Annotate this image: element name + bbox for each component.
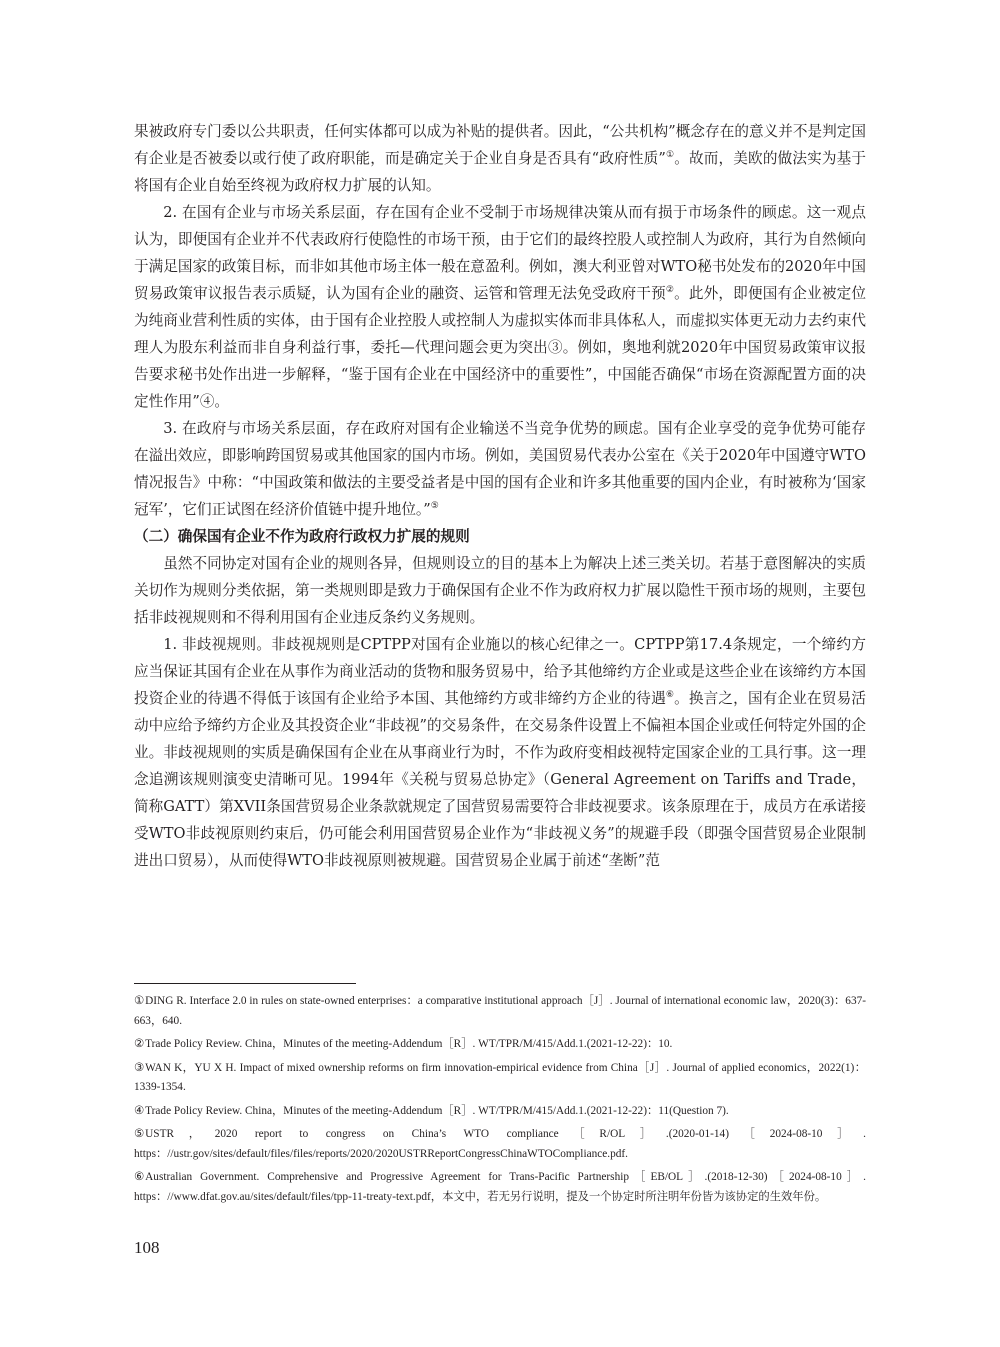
footnote-3: ③WAN K，YU X H. Impact of mixed ownership reforms on firm innovation-empirical evidence from China［J］. Journal of applied economics，2022(1)：1339-1354. xyxy=(134,1059,866,1098)
footnote-divider xyxy=(134,983,356,984)
footnote-mark: ③ xyxy=(134,1061,145,1074)
footnote-2: ②Trade Policy Review. China，Minutes of the meeting-Addendum［R］. WT/TPR/M/415/Add.1.(2021-12-22)：10. xyxy=(134,1035,866,1055)
footnote-1: ①DING R. Interface 2.0 in rules on state-owned enterprises：a comparative institutional approach［J］. Journal of international economic law，2020(3)：637-663，640. xyxy=(134,992,866,1031)
footnote-mark: ④ xyxy=(134,1104,145,1117)
footnote-ref[interactable]: ① xyxy=(665,150,675,160)
footnote-ref[interactable]: ⑤ xyxy=(430,501,439,511)
footnote-mark: ⑥ xyxy=(134,1171,145,1183)
footnote-4: ④Trade Policy Review. China，Minutes of the meeting-Addendum［R］. WT/TPR/M/415/Add.1.(2021-12-22)：11(Question 7). xyxy=(134,1102,866,1122)
section-heading: （二）确保国有企业不作为政府行政权力扩展的规则 xyxy=(134,528,470,545)
page-number: 108 xyxy=(134,1238,160,1257)
paragraph-government-market: 3. 在政府与市场关系层面，存在政府对国有企业输送不当竞争优势的顾虑。国有企业享受的竞争优势可能存在溢出效应，即影响跨国贸易或其他国家的国内市场。例如，美国贸易代表办公室在《关于2020年中国遵守WTO情况报告》中称：“中国政策和做法的主要受益者是中国的国有企业和许多其他重要的国内企业，有时被称为‘国家冠军’，它们正试图在经济价值链中提升地位。”⑤ xyxy=(134,420,866,518)
main-text xyxy=(134,118,866,874)
footnote-mark: ⑤ xyxy=(134,1128,145,1140)
footnotes xyxy=(134,992,866,1211)
footnote-mark: ② xyxy=(134,1038,145,1050)
paragraph-non-discrimination: 1. 非歧视规则。非歧视规则是CPTPP对国有企业施以的核心纪律之一。CPTPP第17.4条规定，一个缔约方应当保证其国有企业在从事作为商业活动的货物和服务贸易中，给予其他缔约方企业或是这些企业在该缔约方本国投资企业的待遇不得低于该国有企业给予本国、其他缔约方或非缔约方企业的待遇⑥。换言之，国有企业在贸易活动中应给予缔约方企业及其投资企业“非歧视”的交易条件，在交易条件设置上不偏袒本国企业或任何特定外国的企业。非歧视规则的实质是确保国有企业在从事商业行为时，不作为政府变相歧视特定国家企业的工具行事。这一理念追溯该规则演变史清晰可见。1994年《关税与贸易总协定》（General Agreement on Tariffs and Trade，简称GATT）第XVII条国营贸易企业条款就规定了国营贸易需要符合非歧视要求。该条原理在于，成员方在承诺接受WTO非歧视原则约束后，仍可能会利用国营贸易企业作为“非歧视义务”的规避手段（即强令国营贸易企业限制进出口贸易），从而使得WTO非歧视原则被规避。国营贸易企业属于前述“垄断”范 xyxy=(134,636,866,869)
paragraph-continuation: 果被政府专门委以公共职责，任何实体都可以成为补贴的提供者。因此，“公共机构”概念存在的意义并不是判定国有企业是否被委以或行使了政府职能，而是确定关于企业自身是否具有“政府性质”①。故而，美欧的做法实为基于将国有企业自始至终视为政府权力扩展的认知。 xyxy=(134,123,866,194)
paragraph-rules-intro: 虽然不同协定对国有企业的规则各异，但规则设立的目的基本上为解决上述三类关切。若基于意图解决的实质关切作为规则分类依据，第一类规则即是致力于确保国有企业不作为政府权力扩展以隐性干预市场的规则，主要包括非歧视规则和不得利用国有企业违反条约义务规则。 xyxy=(134,555,866,626)
footnote-ref[interactable]: ⑥ xyxy=(665,690,675,700)
footnote-6: ⑥Australian Government. Comprehensive and Progressive Agreement for Trans-Pacific Partnership［EB/OL］.(2018-12-30)［2024-08-10］. https：//www.dfat.gov.au/sites/default/files/tpp-11-treaty-text.pdf，本文中，若无另行说明，提及一个协定时所注明年份皆为该协定的生效年份。 xyxy=(134,1168,866,1207)
footnote-5: ⑤USTR，2020 report to congress on China’s WTO compliance［R/OL］.(2020-01-14)［2024-08-10］. https：//ustr.gov/sites/default/files/files/reports/2020/2020USTRReportCongressChinaWTOCompliance.pdf. xyxy=(134,1125,866,1164)
footnote-mark: ① xyxy=(134,995,145,1007)
paragraph-market-relation: 2. 在国有企业与市场关系层面，存在国有企业不受制于市场规律决策从而有损于市场条件的顾虑。这一观点认为，即便国有企业并不代表政府行使隐性的市场干预，由于它们的最终控股人或控制人为政府，其行为自然倾向于满足国家的政策目标，而非如其他市场主体一般在意盈利。例如，澳大利亚曾对WTO秘书处发布的2020年中国贸易政策审议报告表示质疑，认为国有企业的融资、运管和管理无法免受政府干预②。此外，即便国有企业被定位为纯商业营利性质的实体，由于国有企业控股人或控制人为虚拟实体而非具体私人，而虚拟实体更无动力去约束代理人为股东利益而非自身利益行事，委托—代理问题会更为突出③。例如，奥地利就2020年中国贸易政策审议报告要求秘书处作出进一步解释，“鉴于国有企业在中国经济中的重要性”，中国能否确保“市场在资源配置方面的决定性作用”④。 xyxy=(134,204,866,410)
footnote-ref[interactable]: ② xyxy=(665,285,675,295)
